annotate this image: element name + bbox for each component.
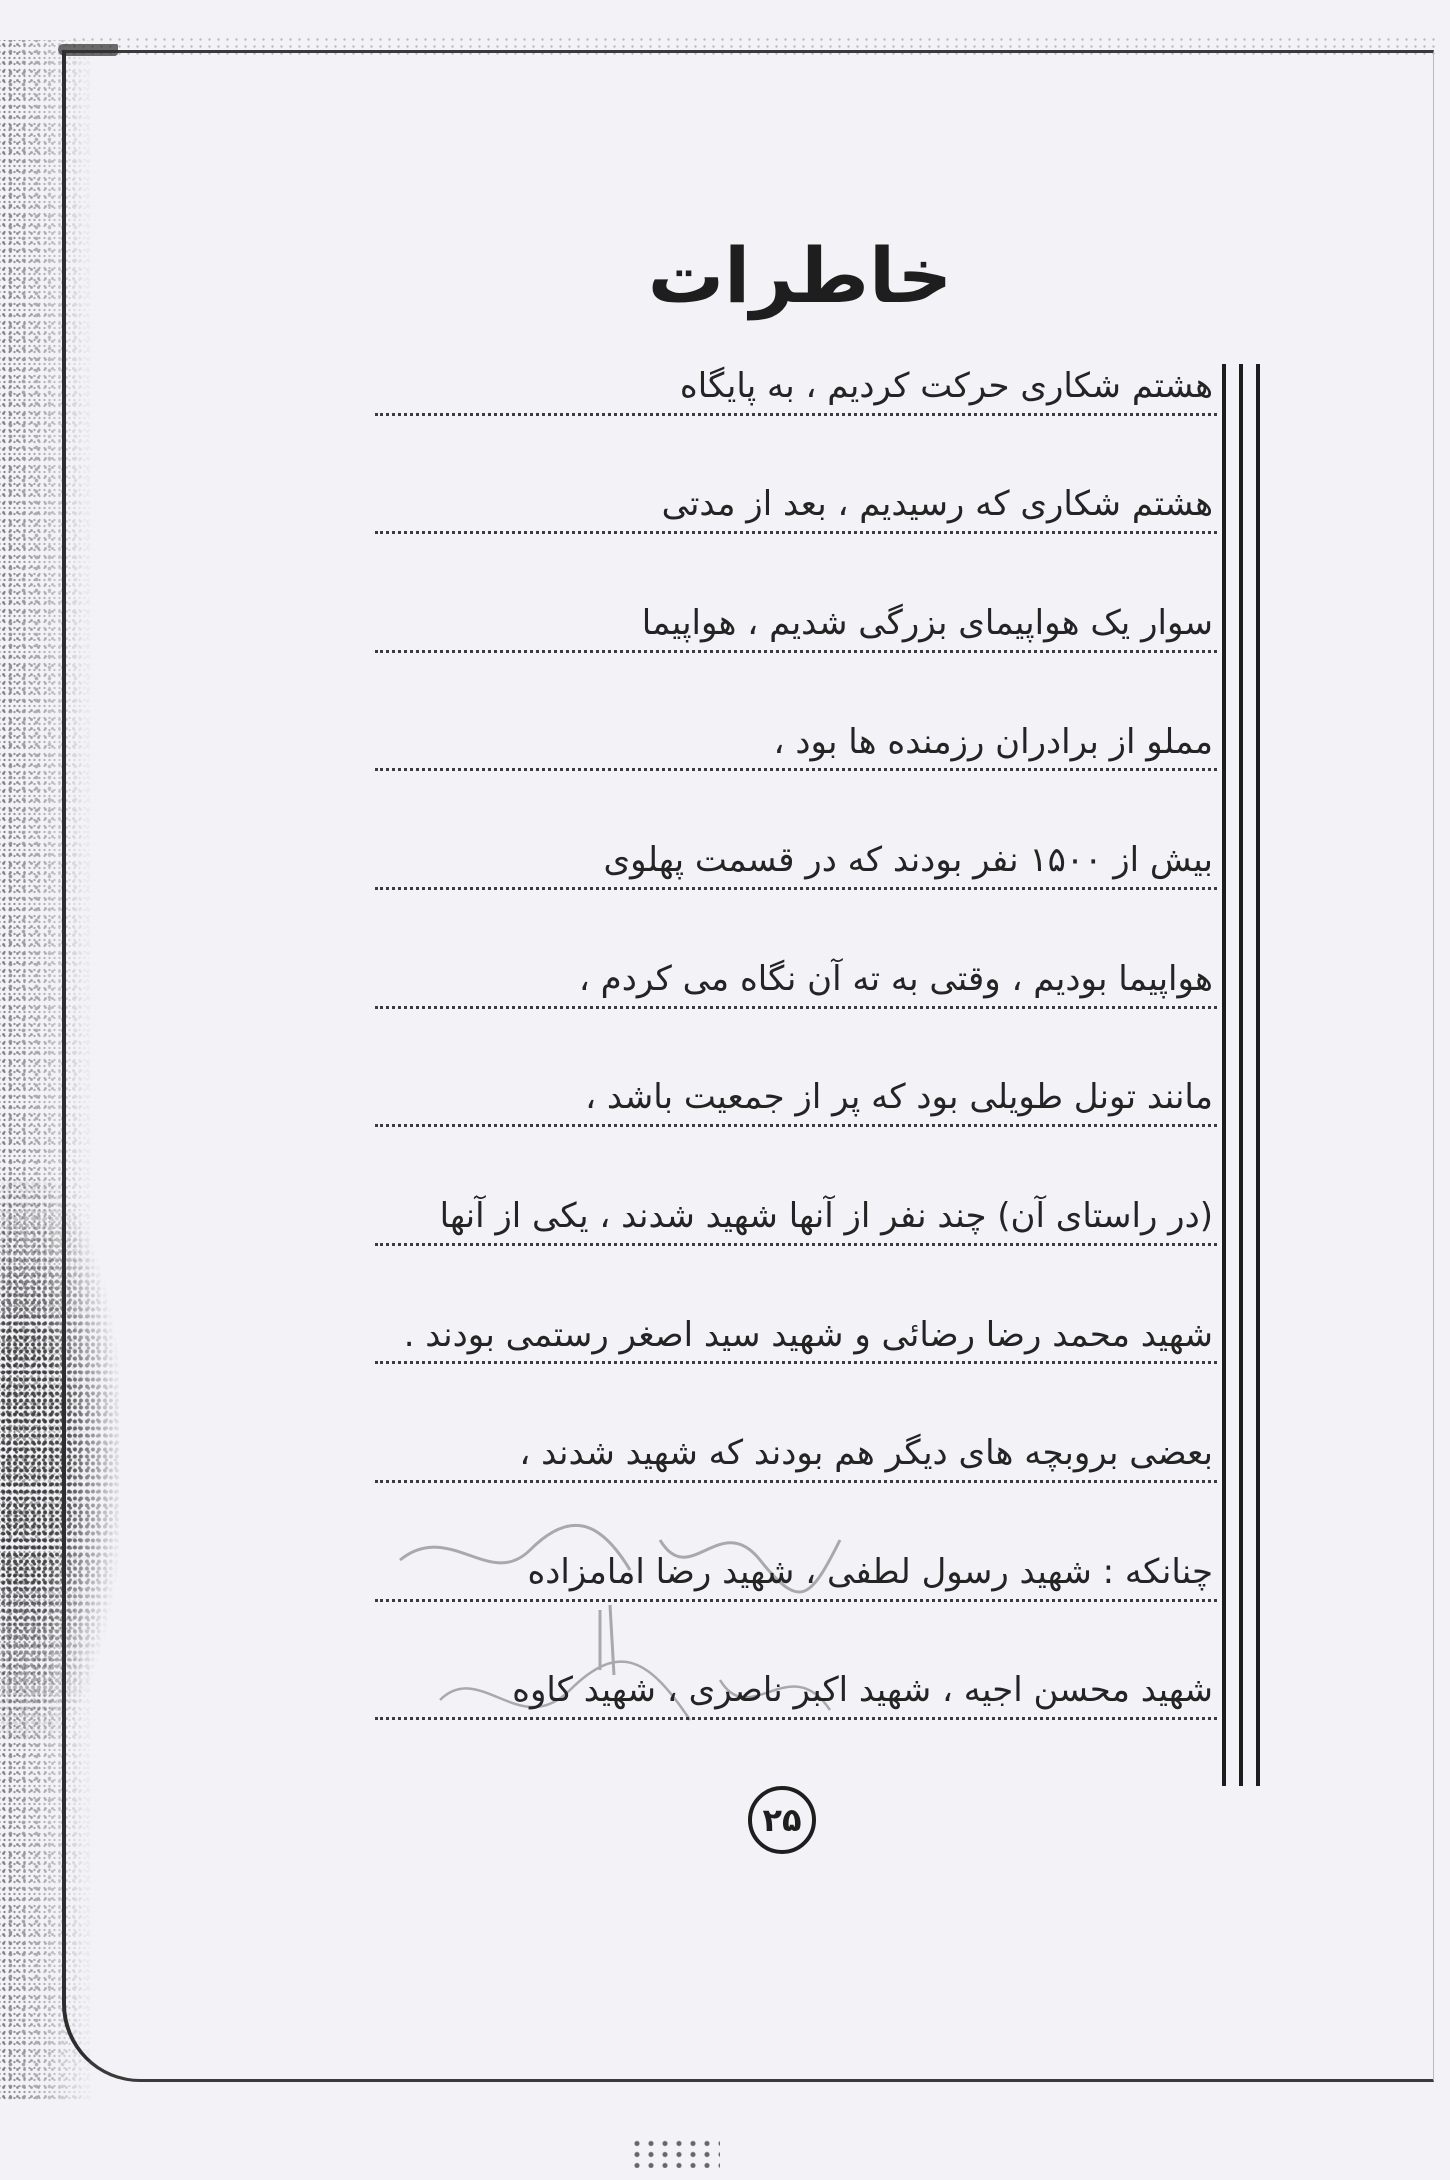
text-line	[375, 890, 1217, 1009]
text-line	[375, 1127, 1217, 1246]
line-text: شهید محمد رضا رضائی و شهید سید اصغر رستمی بودند .	[403, 1314, 1213, 1355]
stamp-scribble	[360, 1500, 920, 1820]
vertical-rule	[1239, 364, 1243, 1786]
page-title: خاطرات	[647, 231, 953, 320]
text-line	[375, 1009, 1217, 1128]
text-line	[375, 534, 1217, 653]
page-number: ۲۵	[748, 1786, 816, 1854]
line-text: بیش از ۱۵۰۰ نفر بودند که در قسمت پهلوی	[603, 840, 1213, 881]
text-line	[375, 771, 1217, 890]
line-text: مملو از برادران رزمنده ها بود ،	[773, 721, 1213, 762]
line-text: هشتم شکاری که رسیدیم ، بعد از مدتی	[661, 484, 1213, 525]
line-text: مانند تونل طویلی بود که پر از جمعیت باشد ،	[585, 1077, 1213, 1118]
corner-mark	[58, 44, 118, 56]
line-text: بعضی بروبچه های دیگر هم بودند که شهید شدند ،	[519, 1433, 1213, 1474]
text-line	[375, 1364, 1217, 1483]
vertical-rule	[1222, 364, 1226, 1786]
text-line	[375, 653, 1217, 772]
line-text: (در راستای آن) چند نفر از آنها شهید شدند ، یکی از آنها	[439, 1195, 1213, 1236]
line-text: هشتم شکاری حرکت کردیم ، به پایگاه	[679, 365, 1213, 406]
text-line	[375, 297, 1217, 416]
scan-bottom-specks	[630, 2138, 720, 2168]
line-text: چنانکه : شهید رسول لطفی ، شهید رضا امامزاده	[527, 1551, 1213, 1592]
vertical-rule	[1256, 364, 1260, 1786]
line-text: هواپیما بودیم ، وقتی به ته آن نگاه می کردم ،	[578, 958, 1213, 999]
line-text: شهید محسن اجیه ، شهید اکبر ناصری ، شهید کاوه	[512, 1670, 1213, 1711]
text-line	[375, 416, 1217, 535]
line-text: سوار یک هواپیمای بزرگی شدیم ، هواپیما	[641, 602, 1213, 643]
text-line	[375, 1246, 1217, 1365]
